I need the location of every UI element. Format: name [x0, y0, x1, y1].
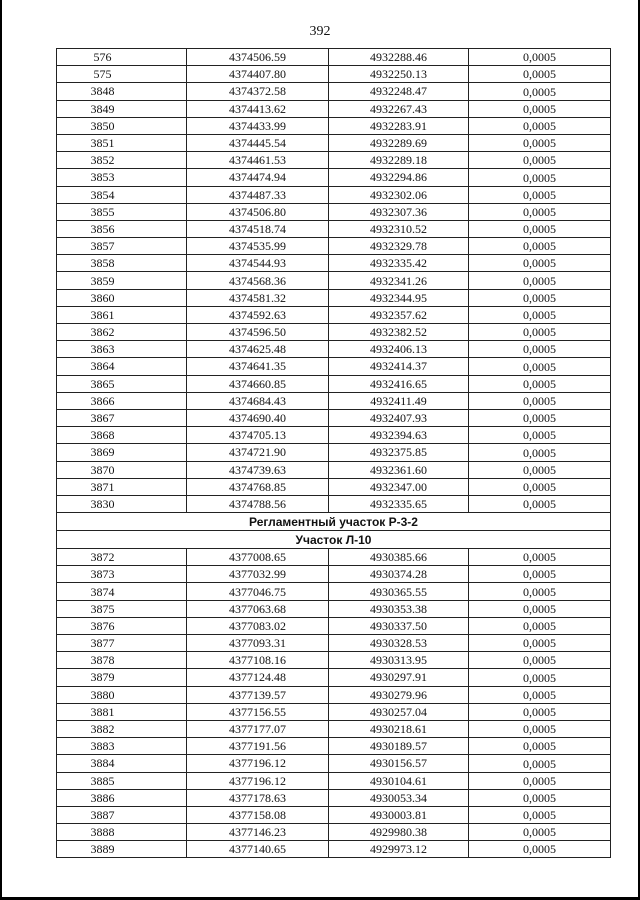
table-row: [57, 392, 611, 409]
table-row: [57, 66, 611, 83]
y-coordinate-cell: 4932307.36: [329, 203, 469, 220]
table-row: [57, 375, 611, 392]
section-heading: Участок Л-10: [57, 531, 611, 549]
section-heading-row: [57, 513, 611, 531]
y-coordinate-cell: 4932289.18: [329, 152, 469, 169]
scan-edge-left: [0, 0, 2, 900]
y-coordinate-cell: 4930053.34: [329, 789, 469, 806]
error-cell: 0,0005: [469, 134, 611, 151]
x-coordinate-cell: 4377191.56: [187, 738, 329, 755]
point-id-cell: 3874: [57, 583, 187, 600]
error-cell: 0,0005: [469, 549, 611, 566]
table-row: [57, 686, 611, 703]
x-coordinate-cell: 4377046.75: [187, 583, 329, 600]
table-row: [57, 203, 611, 220]
x-coordinate-cell: 4374596.50: [187, 324, 329, 341]
error-cell: 0,0005: [469, 772, 611, 789]
x-coordinate-cell: 4374413.62: [187, 100, 329, 117]
table-row: [57, 152, 611, 169]
point-id-cell: 3880: [57, 686, 187, 703]
point-id-cell: 3885: [57, 772, 187, 789]
y-coordinate-cell: 4932294.86: [329, 169, 469, 186]
error-cell: 0,0005: [469, 66, 611, 83]
error-cell: 0,0005: [469, 495, 611, 512]
table-row: [57, 272, 611, 289]
y-coordinate-cell: 4932335.65: [329, 495, 469, 512]
point-id-cell: 3869: [57, 444, 187, 461]
section-heading: Регламентный участок Р-3-2: [57, 513, 611, 531]
table-row: [57, 772, 611, 789]
table-row: [57, 238, 611, 255]
point-id-cell: 3854: [57, 186, 187, 203]
error-cell: 0,0005: [469, 720, 611, 737]
y-coordinate-cell: 4932347.00: [329, 478, 469, 495]
table-row: [57, 841, 611, 858]
point-id-cell: 3886: [57, 789, 187, 806]
point-id-cell: 3865: [57, 375, 187, 392]
x-coordinate-cell: 4377139.57: [187, 686, 329, 703]
table-row: [57, 461, 611, 478]
table-row: [57, 117, 611, 134]
point-id-cell: 3864: [57, 358, 187, 375]
y-coordinate-cell: 4932335.42: [329, 255, 469, 272]
error-cell: 0,0005: [469, 375, 611, 392]
x-coordinate-cell: 4374592.63: [187, 306, 329, 323]
error-cell: 0,0005: [469, 324, 611, 341]
table-row: [57, 169, 611, 186]
y-coordinate-cell: 4932357.62: [329, 306, 469, 323]
error-cell: 0,0005: [469, 669, 611, 686]
error-cell: 0,0005: [469, 444, 611, 461]
y-coordinate-cell: 4930313.95: [329, 652, 469, 669]
y-coordinate-cell: 4929973.12: [329, 841, 469, 858]
table-row: [57, 134, 611, 151]
error-cell: 0,0005: [469, 583, 611, 600]
error-cell: 0,0005: [469, 652, 611, 669]
point-id-cell: 3863: [57, 341, 187, 358]
x-coordinate-cell: 4374407.80: [187, 66, 329, 83]
error-cell: 0,0005: [469, 220, 611, 237]
error-cell: 0,0005: [469, 289, 611, 306]
point-id-cell: 3889: [57, 841, 187, 858]
y-coordinate-cell: 4930218.61: [329, 720, 469, 737]
table-row: [57, 824, 611, 841]
point-id-cell: 3870: [57, 461, 187, 478]
x-coordinate-cell: 4377093.31: [187, 635, 329, 652]
table-row: [57, 703, 611, 720]
y-coordinate-cell: 4930385.66: [329, 549, 469, 566]
x-coordinate-cell: 4374684.43: [187, 392, 329, 409]
point-id-cell: 3876: [57, 617, 187, 634]
error-cell: 0,0005: [469, 169, 611, 186]
point-id-cell: 3878: [57, 652, 187, 669]
x-coordinate-cell: 4377178.63: [187, 789, 329, 806]
y-coordinate-cell: 4932394.63: [329, 427, 469, 444]
x-coordinate-cell: 4374535.99: [187, 238, 329, 255]
y-coordinate-cell: 4932289.69: [329, 134, 469, 151]
error-cell: 0,0005: [469, 789, 611, 806]
point-id-cell: 3861: [57, 306, 187, 323]
x-coordinate-cell: 4374705.13: [187, 427, 329, 444]
table-row: [57, 100, 611, 117]
point-id-cell: 3872: [57, 549, 187, 566]
y-coordinate-cell: 4930353.38: [329, 600, 469, 617]
table-row: [57, 186, 611, 203]
point-id-cell: 3830: [57, 495, 187, 512]
error-cell: 0,0005: [469, 152, 611, 169]
x-coordinate-cell: 4374721.90: [187, 444, 329, 461]
y-coordinate-cell: 4930156.57: [329, 755, 469, 772]
error-cell: 0,0005: [469, 100, 611, 117]
y-coordinate-cell: 4930297.91: [329, 669, 469, 686]
error-cell: 0,0005: [469, 703, 611, 720]
y-coordinate-cell: 4932375.85: [329, 444, 469, 461]
y-coordinate-cell: 4932382.52: [329, 324, 469, 341]
point-id-cell: 3855: [57, 203, 187, 220]
table-row: [57, 83, 611, 100]
error-cell: 0,0005: [469, 635, 611, 652]
table-row: [57, 635, 611, 652]
table-row: [57, 583, 611, 600]
y-coordinate-cell: 4929980.38: [329, 824, 469, 841]
error-cell: 0,0005: [469, 203, 611, 220]
point-id-cell: 3883: [57, 738, 187, 755]
x-coordinate-cell: 4377083.02: [187, 617, 329, 634]
y-coordinate-cell: 4930279.96: [329, 686, 469, 703]
table-row: [57, 220, 611, 237]
x-coordinate-cell: 4374461.53: [187, 152, 329, 169]
table-row: [57, 495, 611, 512]
y-coordinate-cell: 4932341.26: [329, 272, 469, 289]
table-row: [57, 617, 611, 634]
x-coordinate-cell: 4374474.94: [187, 169, 329, 186]
x-coordinate-cell: 4377008.65: [187, 549, 329, 566]
error-cell: 0,0005: [469, 49, 611, 66]
point-id-cell: 3866: [57, 392, 187, 409]
error-cell: 0,0005: [469, 686, 611, 703]
x-coordinate-cell: 4374788.56: [187, 495, 329, 512]
table-row: [57, 720, 611, 737]
y-coordinate-cell: 4932344.95: [329, 289, 469, 306]
point-id-cell: 3860: [57, 289, 187, 306]
y-coordinate-cell: 4930365.55: [329, 583, 469, 600]
error-cell: 0,0005: [469, 186, 611, 203]
point-id-cell: 3881: [57, 703, 187, 720]
point-id-cell: 3862: [57, 324, 187, 341]
table-row: [57, 669, 611, 686]
table-row: [57, 427, 611, 444]
table-row: [57, 255, 611, 272]
y-coordinate-cell: 4932414.37: [329, 358, 469, 375]
x-coordinate-cell: 4377156.55: [187, 703, 329, 720]
x-coordinate-cell: 4374518.74: [187, 220, 329, 237]
point-id-cell: 3888: [57, 824, 187, 841]
coordinates-table: [56, 48, 611, 858]
y-coordinate-cell: 4932411.49: [329, 392, 469, 409]
y-coordinate-cell: 4930337.50: [329, 617, 469, 634]
point-id-cell: 3875: [57, 600, 187, 617]
x-coordinate-cell: 4377108.16: [187, 652, 329, 669]
x-coordinate-cell: 4374568.36: [187, 272, 329, 289]
point-id-cell: 3887: [57, 806, 187, 823]
point-id-cell: 3849: [57, 100, 187, 117]
error-cell: 0,0005: [469, 566, 611, 583]
y-coordinate-cell: 4932329.78: [329, 238, 469, 255]
error-cell: 0,0005: [469, 806, 611, 823]
x-coordinate-cell: 4374544.93: [187, 255, 329, 272]
table-row: [57, 478, 611, 495]
point-id-cell: 3877: [57, 635, 187, 652]
table-row: [57, 289, 611, 306]
table-row: [57, 324, 611, 341]
table-row: [57, 755, 611, 772]
x-coordinate-cell: 4377063.68: [187, 600, 329, 617]
point-id-cell: 3882: [57, 720, 187, 737]
x-coordinate-cell: 4374625.48: [187, 341, 329, 358]
table-row: [57, 358, 611, 375]
table-row: [57, 341, 611, 358]
point-id-cell: 3851: [57, 134, 187, 151]
error-cell: 0,0005: [469, 617, 611, 634]
point-id-cell: 3884: [57, 755, 187, 772]
y-coordinate-cell: 4932248.47: [329, 83, 469, 100]
y-coordinate-cell: 4932283.91: [329, 117, 469, 134]
error-cell: 0,0005: [469, 272, 611, 289]
x-coordinate-cell: 4374487.33: [187, 186, 329, 203]
error-cell: 0,0005: [469, 478, 611, 495]
y-coordinate-cell: 4932267.43: [329, 100, 469, 117]
point-id-cell: 575: [57, 66, 187, 83]
point-id-cell: 3879: [57, 669, 187, 686]
point-id-cell: 3858: [57, 255, 187, 272]
point-id-cell: 3850: [57, 117, 187, 134]
error-cell: 0,0005: [469, 427, 611, 444]
x-coordinate-cell: 4374641.35: [187, 358, 329, 375]
y-coordinate-cell: 4932416.65: [329, 375, 469, 392]
error-cell: 0,0005: [469, 358, 611, 375]
table-row: [57, 409, 611, 426]
point-id-cell: 3848: [57, 83, 187, 100]
y-coordinate-cell: 4932407.93: [329, 409, 469, 426]
y-coordinate-cell: 4930374.28: [329, 566, 469, 583]
y-coordinate-cell: 4932302.06: [329, 186, 469, 203]
point-id-cell: 3868: [57, 427, 187, 444]
error-cell: 0,0005: [469, 461, 611, 478]
x-coordinate-cell: 4374739.63: [187, 461, 329, 478]
y-coordinate-cell: 4930003.81: [329, 806, 469, 823]
error-cell: 0,0005: [469, 238, 611, 255]
table-row: [57, 652, 611, 669]
point-id-cell: 3853: [57, 169, 187, 186]
error-cell: 0,0005: [469, 600, 611, 617]
point-id-cell: 3859: [57, 272, 187, 289]
error-cell: 0,0005: [469, 738, 611, 755]
x-coordinate-cell: 4374445.54: [187, 134, 329, 151]
x-coordinate-cell: 4374506.59: [187, 49, 329, 66]
table-row: [57, 306, 611, 323]
x-coordinate-cell: 4377124.48: [187, 669, 329, 686]
table-row: [57, 738, 611, 755]
y-coordinate-cell: 4932250.13: [329, 66, 469, 83]
y-coordinate-cell: 4930328.53: [329, 635, 469, 652]
table-row: [57, 600, 611, 617]
error-cell: 0,0005: [469, 83, 611, 100]
error-cell: 0,0005: [469, 341, 611, 358]
x-coordinate-cell: 4377140.65: [187, 841, 329, 858]
section-heading-row: [57, 531, 611, 549]
table-row: [57, 549, 611, 566]
error-cell: 0,0005: [469, 306, 611, 323]
x-coordinate-cell: 4377158.08: [187, 806, 329, 823]
y-coordinate-cell: 4932361.60: [329, 461, 469, 478]
point-id-cell: 576: [57, 49, 187, 66]
y-coordinate-cell: 4930257.04: [329, 703, 469, 720]
error-cell: 0,0005: [469, 409, 611, 426]
x-coordinate-cell: 4377146.23: [187, 824, 329, 841]
error-cell: 0,0005: [469, 755, 611, 772]
error-cell: 0,0005: [469, 392, 611, 409]
point-id-cell: 3856: [57, 220, 187, 237]
table-row: [57, 806, 611, 823]
y-coordinate-cell: 4932310.52: [329, 220, 469, 237]
point-id-cell: 3873: [57, 566, 187, 583]
x-coordinate-cell: 4377032.99: [187, 566, 329, 583]
y-coordinate-cell: 4932288.46: [329, 49, 469, 66]
x-coordinate-cell: 4374372.58: [187, 83, 329, 100]
x-coordinate-cell: 4374433.99: [187, 117, 329, 134]
y-coordinate-cell: 4930104.61: [329, 772, 469, 789]
point-id-cell: 3857: [57, 238, 187, 255]
error-cell: 0,0005: [469, 255, 611, 272]
point-id-cell: 3871: [57, 478, 187, 495]
x-coordinate-cell: 4374581.32: [187, 289, 329, 306]
table-row: [57, 49, 611, 66]
x-coordinate-cell: 4374690.40: [187, 409, 329, 426]
x-coordinate-cell: 4374660.85: [187, 375, 329, 392]
x-coordinate-cell: 4377177.07: [187, 720, 329, 737]
x-coordinate-cell: 4377196.12: [187, 772, 329, 789]
x-coordinate-cell: 4374506.80: [187, 203, 329, 220]
coordinates-table-body: [57, 49, 611, 858]
point-id-cell: 3852: [57, 152, 187, 169]
point-id-cell: 3867: [57, 409, 187, 426]
x-coordinate-cell: 4374768.85: [187, 478, 329, 495]
page-number: 392: [309, 24, 331, 39]
table-row: [57, 444, 611, 461]
error-cell: 0,0005: [469, 824, 611, 841]
table-row: [57, 566, 611, 583]
y-coordinate-cell: 4932406.13: [329, 341, 469, 358]
error-cell: 0,0005: [469, 117, 611, 134]
table-row: [57, 789, 611, 806]
error-cell: 0,0005: [469, 841, 611, 858]
x-coordinate-cell: 4377196.12: [187, 755, 329, 772]
y-coordinate-cell: 4930189.57: [329, 738, 469, 755]
